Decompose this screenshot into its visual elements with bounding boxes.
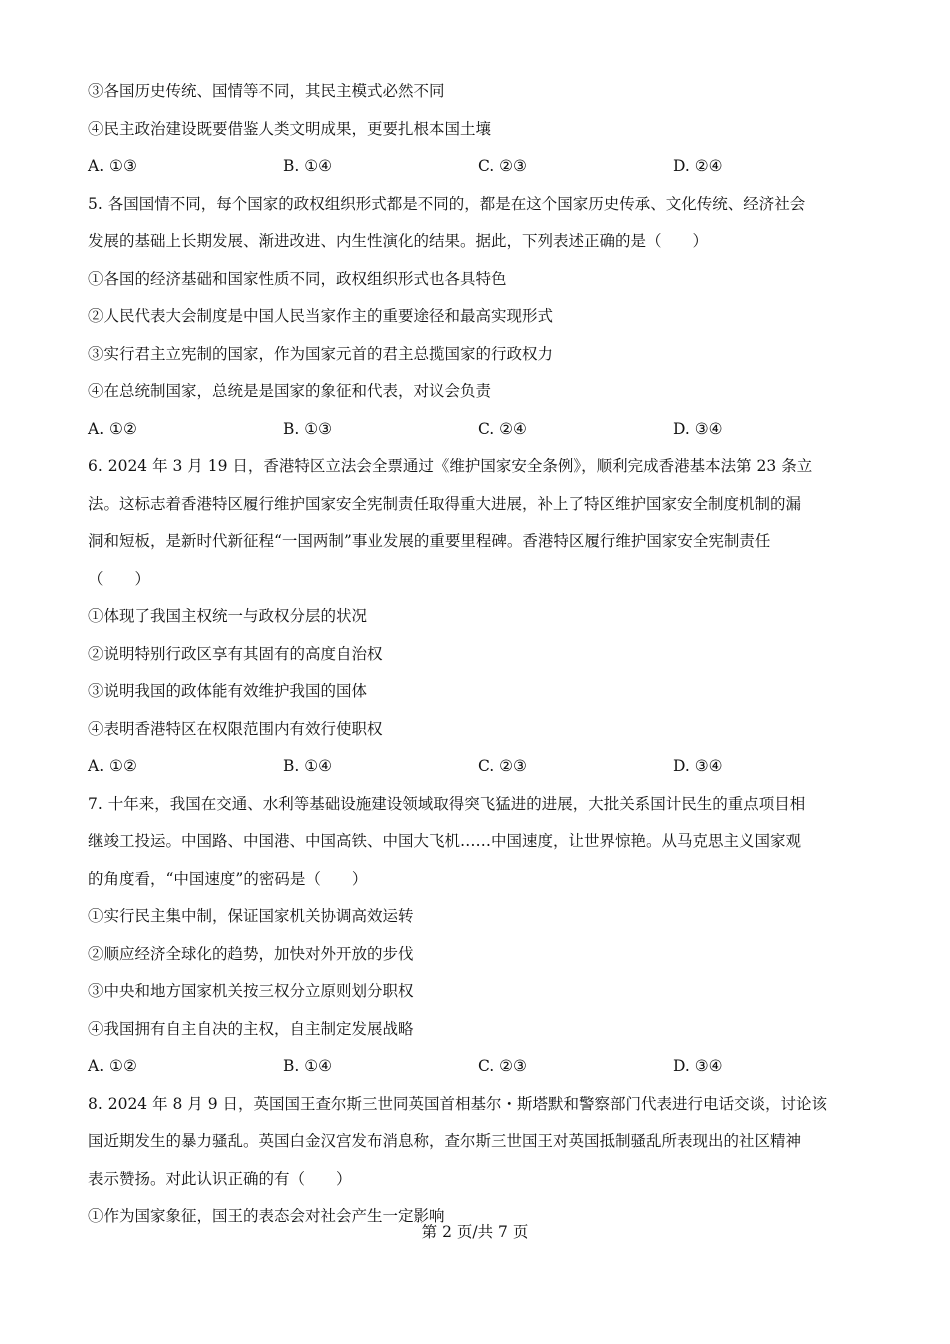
option-b[interactable]: B. ①④ xyxy=(283,757,333,775)
option-b[interactable]: B. ①④ xyxy=(283,157,333,175)
statement: ③实行君主立宪制的国家，作为国家元首的君主总揽国家的行政权力 xyxy=(88,344,554,363)
option-d[interactable]: D. ③④ xyxy=(673,1057,723,1075)
answer-options xyxy=(88,751,868,789)
answer-options xyxy=(88,414,868,452)
statement: ①实行民主集中制，保证国家机关协调高效运转 xyxy=(88,907,414,925)
statement: ②顺应经济全球化的趋势，加快对外开放的步伐 xyxy=(88,944,414,963)
statement: ③各国历史传统、国情等不同，其民主模式必然不同 xyxy=(88,82,445,100)
answer-options xyxy=(88,151,868,189)
statement: ①体现了我国主权统一与政权分层的状况 xyxy=(88,607,368,625)
option-c[interactable]: C. ②③ xyxy=(478,757,527,775)
question-8 xyxy=(88,1089,868,1239)
option-a[interactable]: A. ①③ xyxy=(88,157,137,175)
answer-options xyxy=(88,1051,868,1089)
question-4-tail xyxy=(88,76,868,189)
statement: ①作为国家象征，国王的表态会对社会产生一定影响 xyxy=(88,1207,445,1225)
question-stem: 6. 2024 年 3 月 19 日，香港特区立法会全票通过《维护国家安全条例》，顺利完成香港基本法第 23 条立 xyxy=(88,457,813,475)
statement: ②说明特别行政区享有其固有的高度自治权 xyxy=(88,644,383,663)
option-b[interactable]: B. ①③ xyxy=(283,419,333,438)
statement: ④在总统制国家，总统是是国家的象征和代表，对议会负责 xyxy=(88,382,492,400)
question-stem: 国近期发生的暴力骚乱。英国白金汉宫发布消息称，查尔斯三世国王对英国抵制骚乱所表现出的社区精神 xyxy=(88,1132,802,1150)
question-6 xyxy=(88,451,868,789)
option-b[interactable]: B. ①④ xyxy=(283,1057,333,1075)
question-stem: 8. 2024 年 8 月 9 日，英国国王查尔斯三世同英国首相基尔・斯塔默和警察部门代表进行电话交谈，讨论该 xyxy=(88,1094,828,1113)
question-stem: 7. 十年来，我国在交通、水利等基础设施建设领域取得突飞猛进的进展，大批关系国计民生的重点项目相 xyxy=(88,794,806,813)
question-stem: 表示赞扬。对此认识正确的有（ ） xyxy=(88,1169,352,1188)
question-stem: 洞和短板，是新时代新征程“一国两制”事业发展的重要里程碑。香港特区履行维护国家安全宪制责任 xyxy=(88,532,771,550)
question-5 xyxy=(88,189,868,452)
page-footer: 第 2 页/共 7 页 xyxy=(421,1223,529,1241)
option-d[interactable]: D. ③④ xyxy=(673,419,723,438)
statement: ②人民代表大会制度是中国人民当家作主的重要途径和最高实现形式 xyxy=(88,307,554,325)
question-stem: 发展的基础上长期发展、渐进改进、内生性演化的结果。据此，下列表述正确的是（ ） xyxy=(88,232,709,250)
statement: ③说明我国的政体能有效维护我国的国体 xyxy=(88,682,368,700)
question-stem: 的角度看，“中国速度”的密码是（ ） xyxy=(88,869,368,888)
statement: ④表明香港特区在权限范围内有效行使职权 xyxy=(88,719,383,738)
statement: ①各国的经济基础和国家性质不同，政权组织形式也各具特色 xyxy=(88,269,507,288)
option-c[interactable]: C. ②③ xyxy=(478,157,527,175)
option-c[interactable]: C. ②④ xyxy=(478,419,527,438)
option-a[interactable]: A. ①② xyxy=(88,757,137,775)
option-d[interactable]: D. ③④ xyxy=(673,757,723,775)
statement: ④我国拥有自主自决的主权，自主制定发展战略 xyxy=(88,1019,414,1038)
option-a[interactable]: A. ①② xyxy=(88,419,137,438)
question-stem: （ ） xyxy=(88,569,151,588)
statement: ③中央和地方国家机关按三权分立原则划分职权 xyxy=(88,982,414,1000)
statement: ④民主政治建设既要借鉴人类文明成果，更要扎根本国土壤 xyxy=(88,119,492,138)
option-d[interactable]: D. ②④ xyxy=(673,157,723,175)
option-c[interactable]: C. ②③ xyxy=(478,1057,527,1075)
question-7 xyxy=(88,789,868,1089)
question-stem: 继竣工投运。中国路、中国港、中国高铁、中国大飞机……中国速度，让世界惊艳。从马克思主义国家观 xyxy=(88,832,802,850)
question-stem: 法。这标志着香港特区履行维护国家安全宪制责任取得重大进展，补上了特区维护国家安全制度机制的漏 xyxy=(88,494,802,513)
exam-page xyxy=(88,76,868,1239)
question-stem: 5. 各国国情不同，每个国家的政权组织形式都是不同的，都是在这个国家历史传承、文化传统、经济社会 xyxy=(88,194,806,213)
option-a[interactable]: A. ①② xyxy=(88,1057,137,1075)
